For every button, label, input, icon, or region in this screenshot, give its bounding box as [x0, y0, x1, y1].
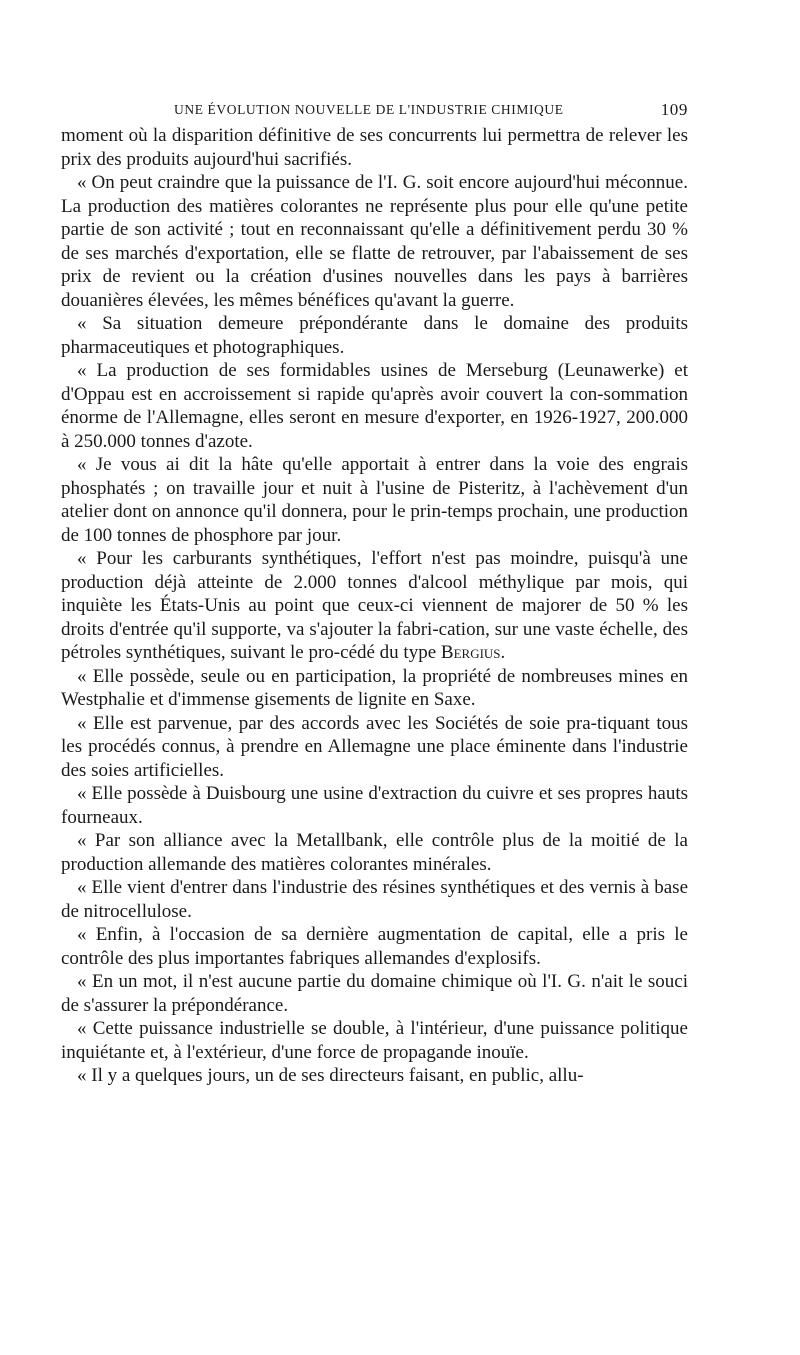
body-text — [61, 124, 688, 1088]
paragraph-13: « En un mot, il n'est aucune partie du domaine chimique où l'I. G. n'ait le souci de s'assurer la prépondérance. — [61, 971, 688, 1016]
bergius-name: Bergius — [440, 642, 501, 663]
paragraph-9: « Elle possède à Duisbourg une usine d'extraction du cuivre et ses propres hauts fourneaux. — [61, 783, 688, 828]
paragraph-1: moment où la disparition définitive de ses concurrents lui permettra de relever les prix des produits aujourd'hui sacrifiés. — [61, 125, 688, 170]
paragraph-11: « Elle vient d'entrer dans l'industrie des résines synthétiques et des vernis à base de nitrocellulose. — [61, 877, 688, 922]
paragraph-8: « Elle est parvenue, par des accords avec les Sociétés de soie pra-tiquant tous les procédés connus, à prendre en Allemagne une place éminente dans l'industrie des soies artificielles. — [61, 712, 688, 781]
paragraph-15: « Il y a quelques jours, un de ses directeurs faisant, en public, allu- — [77, 1065, 584, 1086]
paragraph-10: « Par son alliance avec la Metallbank, elle contrôle plus de la moitié de la production allemande des matières colorantes minérales. — [61, 830, 688, 875]
page-header — [61, 100, 688, 124]
book-page — [61, 100, 688, 1088]
paragraph-12: « Enfin, à l'occasion de sa dernière augmentation de capital, elle a pris le contrôle des plus importantes fabriques allemandes d'explosifs. — [61, 924, 688, 969]
paragraph-4: « La production de ses formidables usines de Merseburg (Leunawerke) et d'Oppau est en accroissement si rapide qu'après avoir couvert la con-sommation énorme de l'Allemagne, elles seront en mesure d'exporter, en 1926-1927, 200.000 à 250.000 tonnes d'azote. — [61, 360, 688, 452]
paragraph-6-text: « Pour les carburants synthétiques, l'effort n'est pas moindre, puisqu'à une production déjà atteinte de 2.000 tonnes d'alcool méthylique par mois, qui inquiète les États-Unis au point que ceux-ci viennent de majorer de 50 % les droits d'entrée qu'il supporte, va s'ajouter la fabri-cation, sur une vaste échelle, des pétroles synthétiques, suivant le pro-cédé du type — [61, 548, 688, 663]
paragraph-14: « Cette puissance industrielle se double, à l'intérieur, d'une puissance politique inquiétante et, à l'extérieur, d'une force de propagande inouïe. — [61, 1018, 688, 1063]
paragraph-6-end: . — [500, 642, 506, 663]
paragraph-2: « On peut craindre que la puissance de l'I. G. soit encore aujourd'hui méconnue. La production des matières colorantes ne représente plus pour elle qu'une petite partie de son activité ; tout en reconnaissant qu'elle a définitivement perdu 30 % de ses marchés d'exportation, elle se flatte de retrouver, par l'abaissement de ses prix de revient ou la création d'usines nouvelles dans les pays à barrières douanières élevées, les mêmes bénéfices qu'avant la guerre. — [61, 172, 688, 311]
running-title: UNE ÉVOLUTION NOUVELLE DE L'INDUSTRIE CHIMIQUE — [174, 102, 564, 117]
page-number: 109 — [660, 100, 688, 119]
paragraph-3: « Sa situation demeure prépondérante dans le domaine des produits pharmaceutiques et photographiques. — [61, 313, 688, 358]
paragraph-6 — [61, 547, 688, 665]
paragraph-7: « Elle possède, seule ou en participation, la propriété de nombreuses mines en Westphalie et d'immense gisements de lignite en Saxe. — [61, 665, 688, 710]
paragraph-5: « Je vous ai dit la hâte qu'elle apportait à entrer dans la voie des engrais phosphatés ; on travaille jour et nuit à l'usine de Pisteritz, à l'achèvement d'un atelier dont on annonce qu'il donnera, pour le prin-temps prochain, une production de 100 tonnes de phosphore par jour. — [61, 454, 688, 546]
